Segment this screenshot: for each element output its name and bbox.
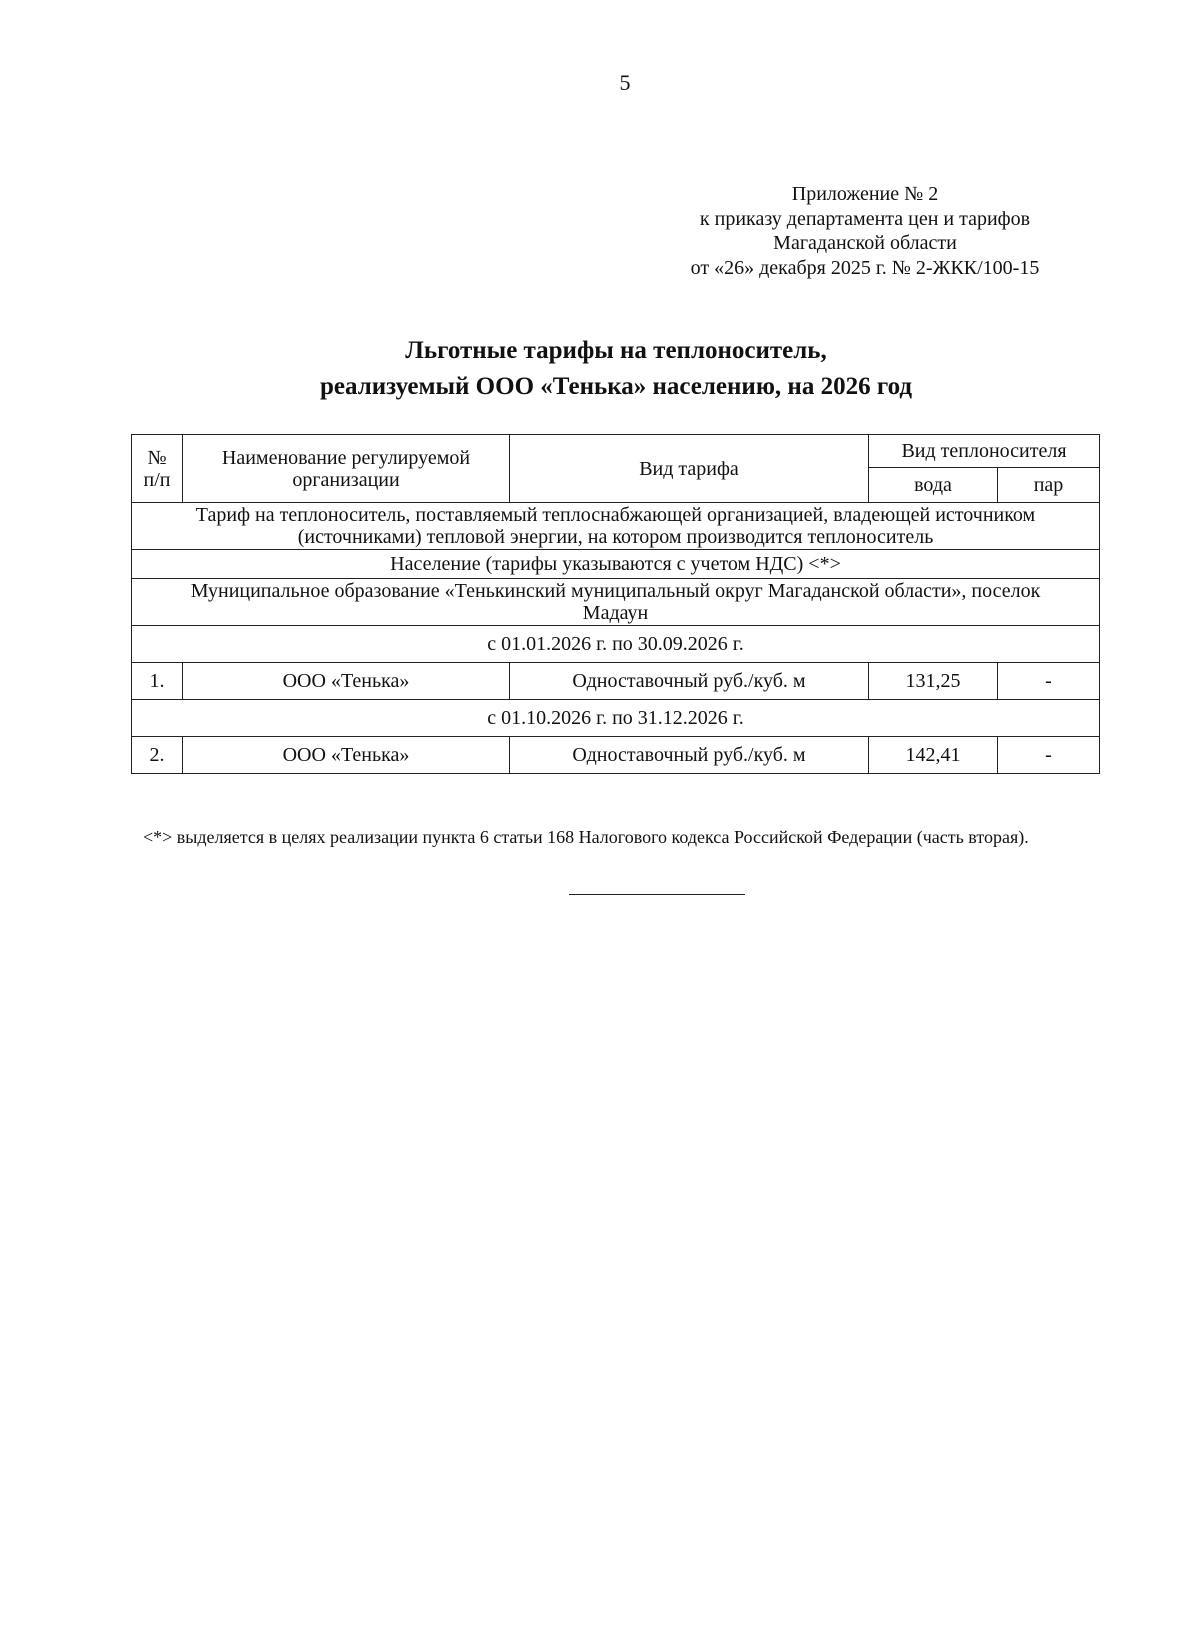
row-steam-value: -	[998, 663, 1100, 700]
appendix-order-date: от «26» декабря 2025 г. № 2-ЖКК/100-15	[690, 256, 1040, 279]
row-number: 1.	[132, 663, 183, 700]
header-steam: пар	[998, 468, 1100, 503]
header-organization-line-1: Наименование регулируемой	[221, 446, 471, 469]
row-number: 2.	[132, 737, 183, 774]
table-header-row	[132, 435, 1100, 468]
section-population: Население (тарифы указываются с учетом НДС) <*>	[132, 550, 1100, 579]
section-row-population	[132, 550, 1100, 579]
header-number-abbr: п/п	[143, 468, 171, 491]
table-row	[132, 663, 1100, 700]
section-row-tariff	[132, 503, 1100, 550]
period-label: с 01.10.2026 г. по 31.12.2026 г.	[132, 700, 1100, 737]
header-carrier-type: Вид теплоносителя	[869, 435, 1100, 468]
document-title-line-2: реализуемый ООО «Тенька» населению, на 2026 год	[319, 373, 912, 400]
section-municipality-line-1: Муниципальное образование «Тенькинский муниципальный округ Магаданской области», поселок	[190, 580, 1041, 602]
appendix-number: Приложение № 2	[791, 183, 939, 205]
section-municipality	[132, 579, 1100, 626]
period-row	[132, 626, 1100, 663]
row-organization: ООО «Тенька»	[183, 737, 510, 774]
header-number-symbol: №	[147, 446, 167, 469]
appendix-region: Магаданской области	[773, 232, 957, 254]
row-steam-value: -	[998, 737, 1100, 774]
header-tariff-type: Вид тарифа	[510, 435, 869, 503]
section-tariff-description	[132, 503, 1100, 550]
header-organization-line-2: организации	[292, 468, 400, 491]
section-row-municipality	[132, 579, 1100, 626]
period-row	[132, 700, 1100, 737]
row-tariff-type: Одноставочный руб./куб. м	[510, 737, 869, 774]
appendix-order-ref: к приказу департамента цен и тарифов	[699, 207, 1031, 230]
header-organization	[183, 435, 510, 503]
document-title	[0, 333, 1200, 405]
row-tariff-type: Одноставочный руб./куб. м	[510, 663, 869, 700]
row-water-value: 131,25	[869, 663, 998, 700]
table-row	[132, 737, 1100, 774]
end-divider	[569, 894, 745, 895]
tariff-table	[131, 434, 1100, 774]
section-municipality-line-2: Мадаун	[582, 602, 649, 624]
section-tariff-line-2: (источниками) тепловой энергии, на котором производится теплоноситель	[297, 526, 934, 548]
header-number	[132, 435, 183, 503]
header-water: вода	[869, 468, 998, 503]
row-organization: ООО «Тенька»	[183, 663, 510, 700]
period-label: с 01.01.2026 г. по 30.09.2026 г.	[132, 626, 1100, 663]
appendix-header	[640, 182, 1090, 280]
document-title-line-1: Льготные тарифы на теплоноситель,	[405, 337, 827, 364]
page-number: 5	[619, 70, 631, 95]
footnote: <*> выделяется в целях реализации пункта 6 статьи 168 Налогового кодекса Российской Федерации (часть вторая).	[143, 827, 1029, 847]
section-tariff-line-1: Тариф на теплоноситель, поставляемый теплоснабжающей организацией, владеющей источником	[195, 504, 1036, 526]
row-water-value: 142,41	[869, 737, 998, 774]
